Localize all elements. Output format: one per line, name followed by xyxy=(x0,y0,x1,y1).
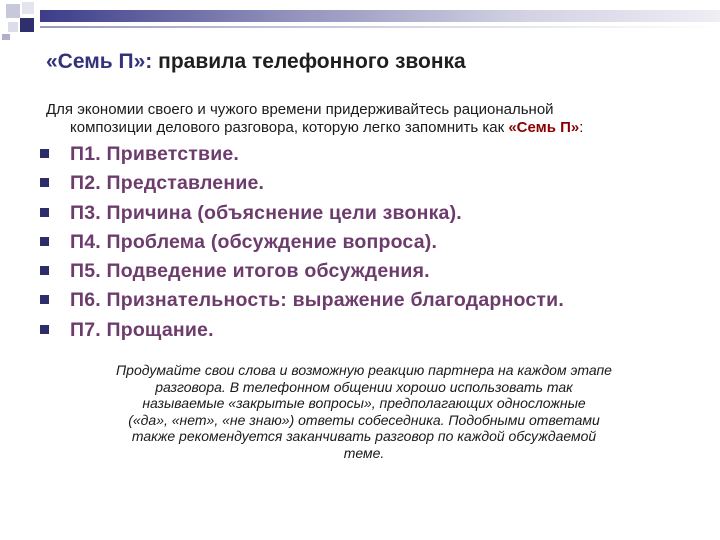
list-item xyxy=(40,140,700,169)
advice-note xyxy=(34,362,694,461)
intro-paragraph xyxy=(46,101,696,137)
note-line: («да», «нет», «не знаю») ответы собеседника. Подобными ответами xyxy=(128,411,600,428)
list-item xyxy=(40,316,700,345)
intro-line-2-text: композиции делового разговора, которую легко запомнить как xyxy=(70,119,509,136)
bullet-icon xyxy=(40,208,49,217)
list-item-text: П1. Приветствие. xyxy=(70,143,240,165)
bullet-icon xyxy=(40,237,49,246)
header-gradient-bar xyxy=(40,10,720,22)
rules-list xyxy=(40,140,700,345)
note-line: также рекомендуется заканчивать разговор по каждой обсуждаемой xyxy=(131,428,597,444)
deco-square xyxy=(2,34,10,40)
list-item xyxy=(40,257,700,286)
bullet-icon xyxy=(40,295,49,304)
list-item xyxy=(40,228,700,257)
note-line: теме. xyxy=(343,444,385,461)
title-text: правила телефонного звонка xyxy=(152,50,466,73)
deco-square xyxy=(22,2,34,14)
list-item-text: П5. Подведение итогов обсуждения. xyxy=(70,260,430,283)
list-item xyxy=(40,199,700,228)
intro-highlight: «Семь П» xyxy=(508,119,580,136)
bullet-icon xyxy=(40,149,49,158)
bullet-icon xyxy=(40,325,49,334)
deco-square xyxy=(20,18,34,32)
intro-line-1: Для экономии своего и чужого времени придерживайтесь рациональной xyxy=(46,101,554,118)
list-item-text: П4. Проблема (обсуждение вопроса). xyxy=(70,230,438,253)
intro-end: : xyxy=(579,119,584,136)
header-decoration xyxy=(0,0,720,40)
note-line: разговора. В телефонном общении хорошо использовать так xyxy=(155,378,573,395)
slide-title xyxy=(46,50,466,74)
header-thin-line xyxy=(40,26,720,28)
title-accent: «Семь П»: xyxy=(46,50,153,73)
bullet-icon xyxy=(40,178,49,187)
deco-square xyxy=(8,22,18,32)
list-item xyxy=(40,169,700,198)
deco-square xyxy=(6,4,20,18)
note-line: называемые «закрытые вопросы», предполагающих односложные xyxy=(142,395,586,411)
note-line: Продумайте свои слова и возможную реакцию партнера на каждом этапе xyxy=(116,362,612,378)
list-item-text: П3. Причина (объяснение цели звонка). xyxy=(70,201,462,224)
list-item-text: П2. Представление. xyxy=(70,172,265,195)
list-item-text: П6. Признательность: выражение благодарности. xyxy=(70,289,564,312)
list-item-text: П7. Прощание. xyxy=(70,318,214,341)
list-item xyxy=(40,286,700,315)
bullet-icon xyxy=(40,266,49,275)
intro-line-2 xyxy=(46,119,696,137)
